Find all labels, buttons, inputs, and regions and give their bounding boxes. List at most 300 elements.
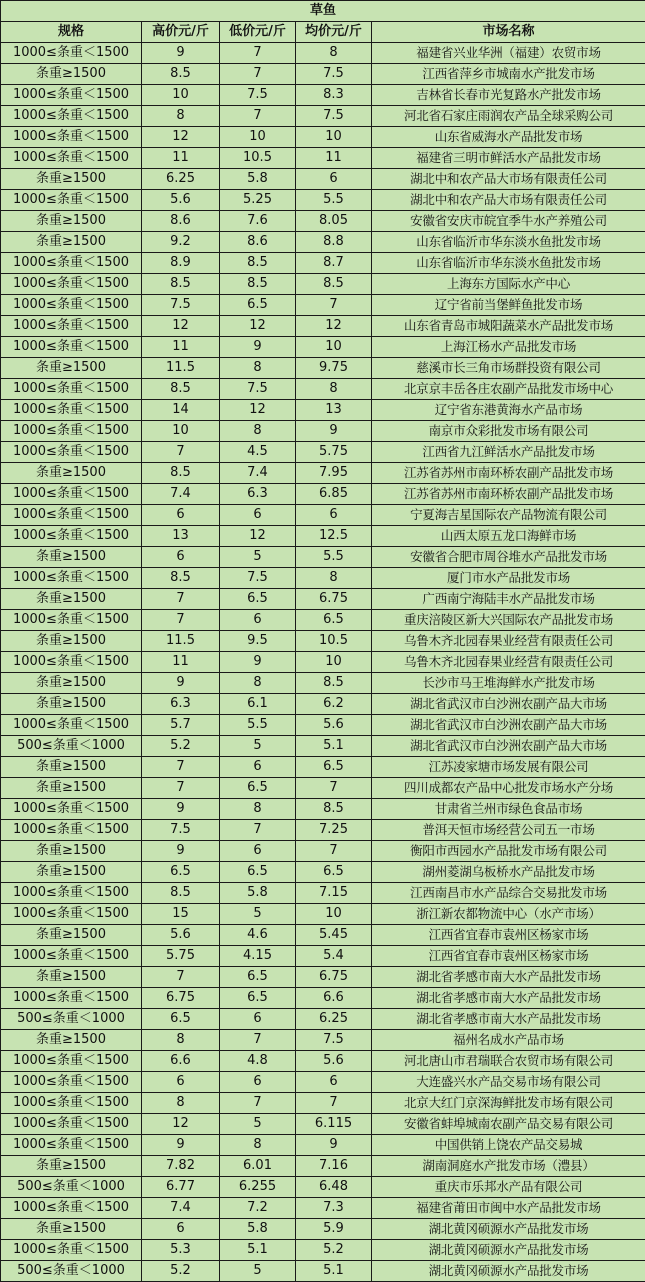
cell-high-price: 10: [142, 421, 220, 442]
cell-market: 宁夏海吉星国际农产品物流有限公司: [372, 505, 645, 526]
table-row: [1, 757, 645, 778]
table-row: [1, 841, 645, 862]
cell-low-price: 8: [220, 421, 296, 442]
cell-market: 河北唐山市君瑞联合农贸市场有限公司: [372, 1051, 645, 1072]
cell-avg-price: 6.75: [296, 967, 372, 988]
cell-spec: 1000≤条重＜1500: [1, 505, 142, 526]
cell-market: 山东省临沂市华东淡水鱼批发市场: [372, 253, 645, 274]
cell-high-price: 11.5: [142, 631, 220, 652]
table-row: [1, 820, 645, 841]
cell-low-price: 8: [220, 673, 296, 694]
cell-avg-price: 9: [296, 1135, 372, 1156]
cell-low-price: 7: [220, 1093, 296, 1114]
cell-high-price: 11: [142, 337, 220, 358]
cell-low-price: 10: [220, 127, 296, 148]
cell-low-price: 5: [220, 736, 296, 757]
cell-low-price: 6: [220, 1009, 296, 1030]
cell-spec: 1000≤条重＜1500: [1, 883, 142, 904]
cell-low-price: 5: [220, 904, 296, 925]
cell-high-price: 8.5: [142, 64, 220, 85]
cell-market: 北京大红门京深海鲜批发市场有限公司: [372, 1093, 645, 1114]
cell-spec: 1000≤条重＜1500: [1, 85, 142, 106]
cell-spec: 500≤条重＜1000: [1, 1009, 142, 1030]
cell-high-price: 8: [142, 1030, 220, 1051]
cell-market: 湖北省孝感市南大水产品批发市场: [372, 967, 645, 988]
cell-avg-price: 8: [296, 43, 372, 64]
table-row: [1, 715, 645, 736]
cell-avg-price: 9: [296, 421, 372, 442]
cell-market: 福建省莆田市闽中水产品批发市场: [372, 1198, 645, 1219]
cell-low-price: 7: [220, 106, 296, 127]
cell-spec: 条重≥1500: [1, 1156, 142, 1177]
cell-avg-price: 10.5: [296, 631, 372, 652]
cell-avg-price: 6.5: [296, 862, 372, 883]
cell-high-price: 11: [142, 652, 220, 673]
table-row: [1, 904, 645, 925]
cell-high-price: 9: [142, 43, 220, 64]
table-row: [1, 316, 645, 337]
cell-avg-price: 12: [296, 316, 372, 337]
cell-spec: 1000≤条重＜1500: [1, 1051, 142, 1072]
cell-market: 湖北中和农产品大市场有限责任公司: [372, 169, 645, 190]
cell-avg-price: 5.45: [296, 925, 372, 946]
cell-market: 中国供销上饶农产品交易城: [372, 1135, 645, 1156]
cell-high-price: 7.82: [142, 1156, 220, 1177]
cell-high-price: 6.3: [142, 694, 220, 715]
cell-avg-price: 8.8: [296, 232, 372, 253]
table-header-row: [1, 22, 645, 43]
cell-high-price: 6.5: [142, 1009, 220, 1030]
table-row: [1, 736, 645, 757]
cell-avg-price: 7.25: [296, 820, 372, 841]
cell-spec: 1000≤条重＜1500: [1, 715, 142, 736]
cell-high-price: 12: [142, 316, 220, 337]
cell-market: 安徽省安庆市皖宜季牛水产养殖公司: [372, 211, 645, 232]
cell-low-price: 6: [220, 610, 296, 631]
cell-market: 湖北省武汉市白沙洲农副产品大市场: [372, 694, 645, 715]
cell-spec: 1000≤条重＜1500: [1, 820, 142, 841]
cell-spec: 1000≤条重＜1500: [1, 148, 142, 169]
cell-market: 河北省石家庄雨润农产品全球采购公司: [372, 106, 645, 127]
cell-spec: 条重≥1500: [1, 211, 142, 232]
cell-market: 福州名成水产品市场: [372, 1030, 645, 1051]
cell-low-price: 8.6: [220, 232, 296, 253]
cell-low-price: 7.6: [220, 211, 296, 232]
table-row: [1, 169, 645, 190]
cell-spec: 条重≥1500: [1, 757, 142, 778]
cell-market: 上海东方国际水产中心: [372, 274, 645, 295]
cell-spec: 1000≤条重＜1500: [1, 652, 142, 673]
cell-market: 慈溪市长三角市场群投资有限公司: [372, 358, 645, 379]
cell-spec: 1000≤条重＜1500: [1, 484, 142, 505]
cell-market: 山东省青岛市城阳蔬菜水产品批发市场: [372, 316, 645, 337]
cell-low-price: 8: [220, 358, 296, 379]
cell-high-price: 7: [142, 442, 220, 463]
table-title: 草鱼: [1, 1, 645, 22]
table-row: [1, 442, 645, 463]
cell-spec: 1000≤条重＜1500: [1, 316, 142, 337]
cell-spec: 1000≤条重＜1500: [1, 1114, 142, 1135]
cell-spec: 1000≤条重＜1500: [1, 610, 142, 631]
cell-market: 重庆市乐邦水产品有限公司: [372, 1177, 645, 1198]
cell-market: 安徽省蚌埠城南农副产品交易有限公司: [372, 1114, 645, 1135]
cell-avg-price: 10: [296, 904, 372, 925]
cell-high-price: 5.6: [142, 190, 220, 211]
cell-market: 辽宁省前当堡鲜鱼批发市场: [372, 295, 645, 316]
cell-avg-price: 11: [296, 148, 372, 169]
cell-avg-price: 6: [296, 1072, 372, 1093]
cell-low-price: 8.5: [220, 253, 296, 274]
cell-market: 湖北省孝感市南大水产品批发市场: [372, 988, 645, 1009]
table-row: [1, 379, 645, 400]
cell-avg-price: 5.9: [296, 1219, 372, 1240]
cell-high-price: 7.5: [142, 295, 220, 316]
cell-spec: 1000≤条重＜1500: [1, 1135, 142, 1156]
cell-high-price: 7.5: [142, 820, 220, 841]
cell-high-price: 5.75: [142, 946, 220, 967]
cell-avg-price: 7.5: [296, 106, 372, 127]
cell-low-price: 7.5: [220, 568, 296, 589]
cell-market: 吉林省长春市光复路水产批发市场: [372, 85, 645, 106]
cell-high-price: 5.2: [142, 736, 220, 757]
cell-high-price: 11: [142, 148, 220, 169]
cell-low-price: 6: [220, 1072, 296, 1093]
cell-market: 江西省宜春市袁州区杨家市场: [372, 946, 645, 967]
header-spec: 规格: [1, 22, 142, 43]
cell-market: 湖北省武汉市白沙洲农副产品大市场: [372, 736, 645, 757]
cell-low-price: 6.5: [220, 862, 296, 883]
table-row: [1, 253, 645, 274]
table-row: [1, 967, 645, 988]
cell-high-price: 10: [142, 85, 220, 106]
cell-market: 山东省临沂市华东淡水鱼批发市场: [372, 232, 645, 253]
table-row: [1, 610, 645, 631]
cell-low-price: 7: [220, 43, 296, 64]
cell-high-price: 8: [142, 106, 220, 127]
header-market: 市场名称: [372, 22, 645, 43]
cell-market: 长沙市马王堆海鲜水产批发市场: [372, 673, 645, 694]
cell-spec: 1000≤条重＜1500: [1, 1240, 142, 1261]
cell-low-price: 6.5: [220, 967, 296, 988]
cell-avg-price: 8.5: [296, 799, 372, 820]
cell-spec: 条重≥1500: [1, 463, 142, 484]
cell-high-price: 7.4: [142, 1198, 220, 1219]
cell-market: 广西南宁海陆丰水产品批发市场: [372, 589, 645, 610]
table-row: [1, 85, 645, 106]
cell-low-price: 5.25: [220, 190, 296, 211]
cell-high-price: 6: [142, 547, 220, 568]
cell-market: 江西南昌市水产品综合交易批发市场: [372, 883, 645, 904]
table-row: [1, 1219, 645, 1240]
cell-low-price: 5.8: [220, 883, 296, 904]
cell-avg-price: 6: [296, 505, 372, 526]
price-table-body: [1, 1, 645, 1282]
cell-high-price: 9.2: [142, 232, 220, 253]
cell-avg-price: 7.3: [296, 1198, 372, 1219]
table-row: [1, 211, 645, 232]
cell-high-price: 12: [142, 127, 220, 148]
cell-avg-price: 7: [296, 1093, 372, 1114]
cell-market: 湖南洞庭水产批发市场（澧县）: [372, 1156, 645, 1177]
cell-market: 湖州菱湖乌板桥水产品批发市场: [372, 862, 645, 883]
cell-low-price: 6: [220, 505, 296, 526]
cell-low-price: 8.5: [220, 274, 296, 295]
cell-high-price: 8.5: [142, 379, 220, 400]
cell-spec: 条重≥1500: [1, 232, 142, 253]
table-row: [1, 484, 645, 505]
cell-spec: 1000≤条重＜1500: [1, 190, 142, 211]
table-row: [1, 337, 645, 358]
cell-high-price: 6: [142, 1219, 220, 1240]
cell-low-price: 5.1: [220, 1240, 296, 1261]
cell-spec: 1000≤条重＜1500: [1, 799, 142, 820]
cell-high-price: 7: [142, 757, 220, 778]
cell-avg-price: 6.5: [296, 757, 372, 778]
cell-low-price: 7.2: [220, 1198, 296, 1219]
cell-avg-price: 6.25: [296, 1009, 372, 1030]
cell-avg-price: 6.85: [296, 484, 372, 505]
table-row: [1, 64, 645, 85]
cell-high-price: 9: [142, 841, 220, 862]
cell-low-price: 7.5: [220, 85, 296, 106]
cell-high-price: 8.5: [142, 568, 220, 589]
cell-spec: 条重≥1500: [1, 862, 142, 883]
table-row: [1, 946, 645, 967]
table-row: [1, 400, 645, 421]
cell-spec: 500≤条重＜1000: [1, 736, 142, 757]
cell-spec: 1000≤条重＜1500: [1, 946, 142, 967]
cell-high-price: 12: [142, 1114, 220, 1135]
cell-avg-price: 7.5: [296, 1030, 372, 1051]
table-row: [1, 1009, 645, 1030]
cell-low-price: 12: [220, 400, 296, 421]
cell-avg-price: 13: [296, 400, 372, 421]
cell-avg-price: 6.2: [296, 694, 372, 715]
cell-low-price: 4.5: [220, 442, 296, 463]
cell-market: 山东省威海水产品批发市场: [372, 127, 645, 148]
cell-avg-price: 10: [296, 652, 372, 673]
cell-spec: 条重≥1500: [1, 169, 142, 190]
cell-spec: 1000≤条重＜1500: [1, 379, 142, 400]
cell-low-price: 12: [220, 316, 296, 337]
table-row: [1, 1030, 645, 1051]
cell-high-price: 8.6: [142, 211, 220, 232]
cell-market: 山西太原五龙口海鲜市场: [372, 526, 645, 547]
table-row: [1, 1156, 645, 1177]
cell-low-price: 6.3: [220, 484, 296, 505]
table-row: [1, 862, 645, 883]
cell-market: 江苏凌家塘市场发展有限公司: [372, 757, 645, 778]
table-row: [1, 631, 645, 652]
cell-high-price: 9: [142, 673, 220, 694]
cell-market: 江苏省苏州市南环桥农副产品批发市场: [372, 484, 645, 505]
cell-avg-price: 5.6: [296, 1051, 372, 1072]
table-row: [1, 190, 645, 211]
cell-avg-price: 5.1: [296, 1261, 372, 1282]
table-row: [1, 526, 645, 547]
cell-high-price: 8.5: [142, 883, 220, 904]
cell-avg-price: 7: [296, 295, 372, 316]
cell-spec: 1000≤条重＜1500: [1, 274, 142, 295]
cell-market: 四川成都农产品中心批发市场水产分场: [372, 778, 645, 799]
table-row: [1, 673, 645, 694]
cell-market: 湖北黄冈硕源水产品批发市场: [372, 1219, 645, 1240]
table-row: [1, 568, 645, 589]
table-row: [1, 694, 645, 715]
cell-avg-price: 5.1: [296, 736, 372, 757]
cell-high-price: 14: [142, 400, 220, 421]
cell-low-price: 7: [220, 1030, 296, 1051]
cell-low-price: 4.15: [220, 946, 296, 967]
cell-spec: 1000≤条重＜1500: [1, 568, 142, 589]
cell-low-price: 6.5: [220, 295, 296, 316]
cell-high-price: 13: [142, 526, 220, 547]
cell-avg-price: 8: [296, 568, 372, 589]
cell-avg-price: 5.4: [296, 946, 372, 967]
cell-spec: 条重≥1500: [1, 925, 142, 946]
cell-market: 江西省宜春市袁州区杨家市场: [372, 925, 645, 946]
cell-low-price: 8: [220, 1135, 296, 1156]
cell-low-price: 5: [220, 547, 296, 568]
cell-low-price: 9: [220, 337, 296, 358]
table-row: [1, 1051, 645, 1072]
cell-market: 江苏省苏州市南环桥农副产品批发市场: [372, 463, 645, 484]
cell-avg-price: 6.115: [296, 1114, 372, 1135]
cell-high-price: 8.5: [142, 274, 220, 295]
table-row: [1, 778, 645, 799]
cell-spec: 1000≤条重＜1500: [1, 43, 142, 64]
cell-spec: 1000≤条重＜1500: [1, 1093, 142, 1114]
cell-market: 上海江杨水产品批发市场: [372, 337, 645, 358]
cell-avg-price: 7.95: [296, 463, 372, 484]
cell-spec: 条重≥1500: [1, 64, 142, 85]
cell-market: 安徽省合肥市周谷堆水产品批发市场: [372, 547, 645, 568]
cell-market: 乌鲁木齐北园春果业经营有限责任公司: [372, 652, 645, 673]
cell-avg-price: 7: [296, 778, 372, 799]
table-row: [1, 106, 645, 127]
cell-low-price: 7: [220, 64, 296, 85]
cell-avg-price: 10: [296, 337, 372, 358]
cell-spec: 1000≤条重＜1500: [1, 106, 142, 127]
cell-market: 湖北中和农产品大市场有限责任公司: [372, 190, 645, 211]
cell-spec: 500≤条重＜1000: [1, 1177, 142, 1198]
cell-avg-price: 6.75: [296, 589, 372, 610]
cell-market: 乌鲁木齐北园春果业经营有限责任公司: [372, 631, 645, 652]
cell-high-price: 6.75: [142, 988, 220, 1009]
cell-low-price: 6.1: [220, 694, 296, 715]
table-row: [1, 1135, 645, 1156]
cell-avg-price: 7.16: [296, 1156, 372, 1177]
cell-high-price: 7.4: [142, 484, 220, 505]
table-row: [1, 589, 645, 610]
cell-spec: 条重≥1500: [1, 1030, 142, 1051]
cell-high-price: 9: [142, 799, 220, 820]
cell-avg-price: 6.6: [296, 988, 372, 1009]
table-row: [1, 148, 645, 169]
cell-high-price: 7: [142, 610, 220, 631]
cell-market: 湖北黄冈硕源水产品批发市场: [372, 1240, 645, 1261]
cell-high-price: 6.6: [142, 1051, 220, 1072]
cell-market: 江西省萍乡市城南水产批发市场: [372, 64, 645, 85]
cell-high-price: 6.77: [142, 1177, 220, 1198]
cell-avg-price: 9.75: [296, 358, 372, 379]
table-row: [1, 1198, 645, 1219]
table-row: [1, 547, 645, 568]
table-row: [1, 883, 645, 904]
cell-low-price: 4.8: [220, 1051, 296, 1072]
table-row: [1, 295, 645, 316]
cell-spec: 1000≤条重＜1500: [1, 400, 142, 421]
cell-market: 衡阳市西园水产品批发市场有限公司: [372, 841, 645, 862]
cell-high-price: 11.5: [142, 358, 220, 379]
table-row: [1, 925, 645, 946]
cell-market: 普洱天恒市场经营公司五一市场: [372, 820, 645, 841]
cell-low-price: 6.5: [220, 589, 296, 610]
cell-high-price: 15: [142, 904, 220, 925]
table-row: [1, 1093, 645, 1114]
cell-low-price: 5.8: [220, 1219, 296, 1240]
cell-low-price: 6.01: [220, 1156, 296, 1177]
cell-low-price: 6.255: [220, 1177, 296, 1198]
cell-avg-price: 8.5: [296, 274, 372, 295]
cell-low-price: 5: [220, 1261, 296, 1282]
cell-high-price: 5.7: [142, 715, 220, 736]
cell-avg-price: 7: [296, 841, 372, 862]
cell-spec: 1000≤条重＜1500: [1, 442, 142, 463]
cell-spec: 条重≥1500: [1, 589, 142, 610]
cell-market: 厦门市水产品批发市场: [372, 568, 645, 589]
cell-spec: 500≤条重＜1000: [1, 1261, 142, 1282]
cell-low-price: 5: [220, 1114, 296, 1135]
cell-market: 南京市众彩批发市场有限公司: [372, 421, 645, 442]
cell-avg-price: 8.5: [296, 673, 372, 694]
cell-market: 湖北黄冈硕源水产品批发市场: [372, 1261, 645, 1282]
table-row: [1, 1114, 645, 1135]
cell-avg-price: 8.05: [296, 211, 372, 232]
cell-high-price: 6: [142, 505, 220, 526]
cell-high-price: 5.2: [142, 1261, 220, 1282]
cell-spec: 条重≥1500: [1, 631, 142, 652]
cell-avg-price: 6: [296, 169, 372, 190]
cell-high-price: 7: [142, 967, 220, 988]
cell-spec: 条重≥1500: [1, 778, 142, 799]
cell-avg-price: 6.5: [296, 610, 372, 631]
table-row: [1, 274, 645, 295]
cell-avg-price: 8.3: [296, 85, 372, 106]
cell-market: 江西省九江鲜活水产品批发市场: [372, 442, 645, 463]
cell-spec: 1000≤条重＜1500: [1, 295, 142, 316]
cell-avg-price: 5.5: [296, 190, 372, 211]
cell-high-price: 5.6: [142, 925, 220, 946]
cell-low-price: 6: [220, 757, 296, 778]
cell-market: 福建省兴业华洲（福建）农贸市场: [372, 43, 645, 64]
header-avg-price: 均价元/斤: [296, 22, 372, 43]
cell-high-price: 8.5: [142, 463, 220, 484]
table-row: [1, 127, 645, 148]
table-row: [1, 1261, 645, 1282]
cell-market: 大连盛兴水产品交易市场有限公司: [372, 1072, 645, 1093]
cell-low-price: 10.5: [220, 148, 296, 169]
cell-low-price: 6.5: [220, 988, 296, 1009]
cell-avg-price: 7.15: [296, 883, 372, 904]
cell-avg-price: 6.48: [296, 1177, 372, 1198]
cell-avg-price: 5.6: [296, 715, 372, 736]
cell-avg-price: 12.5: [296, 526, 372, 547]
table-row: [1, 1240, 645, 1261]
cell-spec: 1000≤条重＜1500: [1, 904, 142, 925]
table-row: [1, 505, 645, 526]
table-row: [1, 1177, 645, 1198]
